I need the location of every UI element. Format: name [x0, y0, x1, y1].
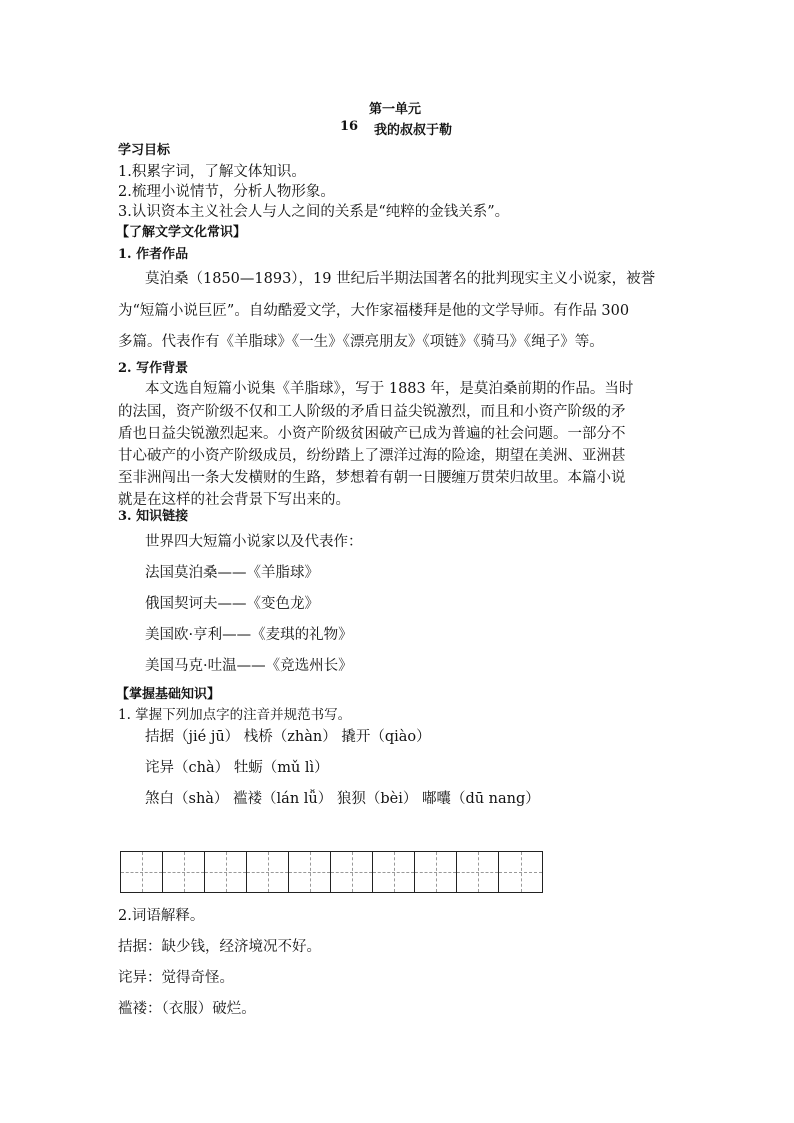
goal-item: 3.认识资本主义社会人与人之间的关系是“纯粹的金钱关系”。: [118, 204, 510, 220]
pinyin-row: 诧异（chà） 牡蛎（mǔ lì）: [145, 760, 329, 776]
author-line: 多篇。代表作有《羊脂球》《一生》《漂亮朋友》《项链》《骑马》《绳子》等。: [118, 334, 604, 350]
grid-cell[interactable]: [121, 852, 163, 892]
definition: 褴褛：（衣服）破烂。: [118, 1001, 256, 1017]
author-heading: 1. 作者作品: [118, 247, 189, 262]
literary-heading: 【了解文学文化常识】: [116, 225, 247, 240]
author-line: 莫泊桑（1850—1893），19 世纪后半期法国著名的批判现实主义小说家，被誉: [145, 271, 656, 287]
links-line: 美国欧·亨利——《麦琪的礼物》: [145, 627, 353, 643]
background-line: 的法国，资产阶级不仅和工人阶级的矛盾日益尖锐激烈，而且和小资产阶级的矛: [118, 404, 626, 420]
background-line: 盾也日益尖锐激烈起来。小资产阶级贫困破产已成为普遍的社会问题。一部分不: [118, 426, 626, 442]
grid-cell[interactable]: [415, 852, 457, 892]
unit-title: 第一单元: [369, 102, 422, 117]
goal-item: 1.积累字词，了解文体知识。: [118, 164, 306, 180]
definition: 拮据：缺少钱，经济境况不好。: [118, 939, 321, 955]
pinyin-row: 拮据（jié jū） 栈桥（zhàn） 撬开（qiào）: [145, 729, 431, 745]
links-line: 俄国契诃夫——《变色龙》: [145, 596, 319, 612]
task1-instruction: 1. 掌握下列加点字的注音并规范书写。: [118, 707, 352, 723]
goals-heading: 学习目标: [118, 143, 171, 158]
grid-cell[interactable]: [499, 852, 542, 892]
task2-instruction: 2.词语解释。: [118, 908, 205, 924]
background-line: 就是在这样的社会背景下写出来的。: [118, 492, 350, 508]
basics-heading: 【掌握基础知识】: [116, 687, 221, 702]
grid-cell[interactable]: [457, 852, 499, 892]
grid-cell[interactable]: [289, 852, 331, 892]
background-line: 本文选自短篇小说集《羊脂球》，写于 1883 年，是莫泊桑前期的作品。当时: [145, 381, 634, 397]
goal-item: 2.梳理小说情节，分析人物形象。: [118, 184, 335, 200]
links-line: 法国莫泊桑——《羊脂球》: [145, 565, 319, 581]
author-line: 为“短篇小说巨匠”。自幼酷爱文学，大作家福楼拜是他的文学导师。有作品 300: [118, 303, 630, 319]
links-heading: 3. 知识链接: [118, 509, 189, 524]
lesson-title: 我的叔叔于勒: [374, 123, 453, 138]
grid-cell[interactable]: [247, 852, 289, 892]
background-line: 甘心破产的小资产阶级成员，纷纷踏上了漂洋过海的险途，期望在美洲、亚洲甚: [118, 448, 626, 464]
pinyin-row: 煞白（shà） 褴褛（lán lǚ） 狼狈（bèi） 嘟囔（dū nang）: [145, 791, 540, 807]
writing-grid[interactable]: [120, 851, 543, 893]
grid-cell[interactable]: [163, 852, 205, 892]
grid-cell[interactable]: [331, 852, 373, 892]
links-line: 美国马克·吐温——《竞选州长》: [145, 658, 353, 674]
links-line: 世界四大短篇小说家以及代表作：: [145, 534, 363, 550]
definition: 诧异：觉得奇怪。: [118, 970, 234, 986]
background-line: 至非洲闯出一条大发横财的生路，梦想着有朝一日腰缠万贯荣归故里。本篇小说: [118, 470, 626, 486]
lesson-number: 16: [340, 119, 359, 134]
grid-cell[interactable]: [373, 852, 415, 892]
background-heading: 2. 写作背景: [118, 361, 189, 376]
grid-cell[interactable]: [205, 852, 247, 892]
